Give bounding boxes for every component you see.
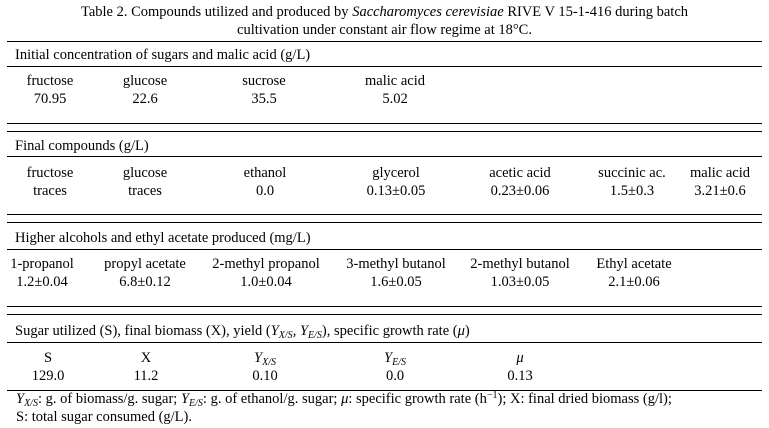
- rule-section-2-top-b: [7, 131, 762, 132]
- rule-section-3-top-b: [7, 222, 762, 223]
- rule-top: [7, 41, 762, 42]
- s2-col-ethanol: ethanol 0.0: [243, 165, 287, 199]
- s1-col-fructose: fructose 70.95: [26, 73, 74, 107]
- rule-section-4: [7, 342, 762, 343]
- s2-col-succinic-acid: succinic ac. 1.5±0.3: [598, 165, 666, 199]
- s2-col-fructose: fructose traces: [26, 165, 74, 199]
- s4-col-mu: μ 0.13: [507, 350, 533, 384]
- caption-line-2: cultivation under constant air flow regime at 18°C.: [237, 22, 532, 38]
- rule-section-3-top: [7, 214, 762, 215]
- s3-col-3-methyl-butanol: 3-methyl butanol 1.6±0.05: [346, 256, 446, 290]
- s2-col-glucose: glucose traces: [122, 165, 168, 199]
- s2-col-malic-acid: malic acid 3.21±0.6: [690, 165, 750, 199]
- caption-prefix: Table 2. Compounds utilized and produced by: [80, 4, 349, 20]
- rule-section-1: [7, 66, 762, 67]
- section-2-title: Final compounds (g/L): [15, 138, 149, 154]
- s3-col-2-methyl-butanol: 2-methyl butanol 1.03±0.05: [470, 256, 570, 290]
- s3-col-propyl-acetate: propyl acetate 6.8±0.12: [104, 256, 186, 290]
- s1-col-glucose: glucose 22.6: [122, 73, 168, 107]
- s4-col-yield-xs: $Y_{X/S}$ 0.10: [252, 350, 278, 384]
- rule-section-2-top: [7, 123, 762, 124]
- s4-col-s: S 129.0: [31, 350, 65, 384]
- s3-col-1-propanol: 1-propanol 1.2±0.04: [10, 256, 74, 290]
- rule-section-2: [7, 156, 762, 157]
- s1-col-sucrose: sucrose 35.5: [242, 73, 286, 107]
- footnote-line-2: S: total sugar consumed (g/L).: [16, 409, 192, 425]
- s1-col-malic-acid: malic acid 5.02: [365, 73, 425, 107]
- section-4-title: Sugar utilized (S), final biomass (X), yield ($Y_{X/S}$, $Y_{E/S}$), specific growth rate (μ): [15, 323, 470, 341]
- caption-species: Saccharomyces cerevisiae: [352, 4, 504, 20]
- s2-col-glycerol: glycerol 0.13±0.05: [366, 165, 426, 199]
- s2-col-acetic-acid: acetic acid 0.23±0.06: [489, 165, 551, 199]
- rule-section-4-top: [7, 306, 762, 307]
- s3-col-ethyl-acetate: Ethyl acetate 2.1±0.06: [596, 256, 672, 290]
- s4-col-x: X 11.2: [133, 350, 159, 384]
- s4-col-yield-es: $Y_{E/S}$ 0.0: [384, 350, 406, 384]
- footnote-line-1: $Y_{X/S}$: g. of biomass/g. sugar; $Y_{E/S}$: g. of ethanol/g. sugar; μ: specific growth rate $(h^{-1})$; X: final dried biomass (g/l);: [16, 390, 672, 409]
- section-3-title: Higher alcohols and ethyl acetate produced (mg/L): [15, 230, 311, 246]
- table-caption: [0, 3, 769, 39]
- s3-col-2-methyl-propanol: 2-methyl propanol 1.0±0.04: [212, 256, 320, 290]
- section-1-title: Initial concentration of sugars and malic acid (g/L): [15, 47, 311, 63]
- rule-section-3: [7, 249, 762, 250]
- rule-section-4-top-b: [7, 314, 762, 315]
- caption-suffix: RIVE V 15-1-416 during batch: [507, 4, 689, 20]
